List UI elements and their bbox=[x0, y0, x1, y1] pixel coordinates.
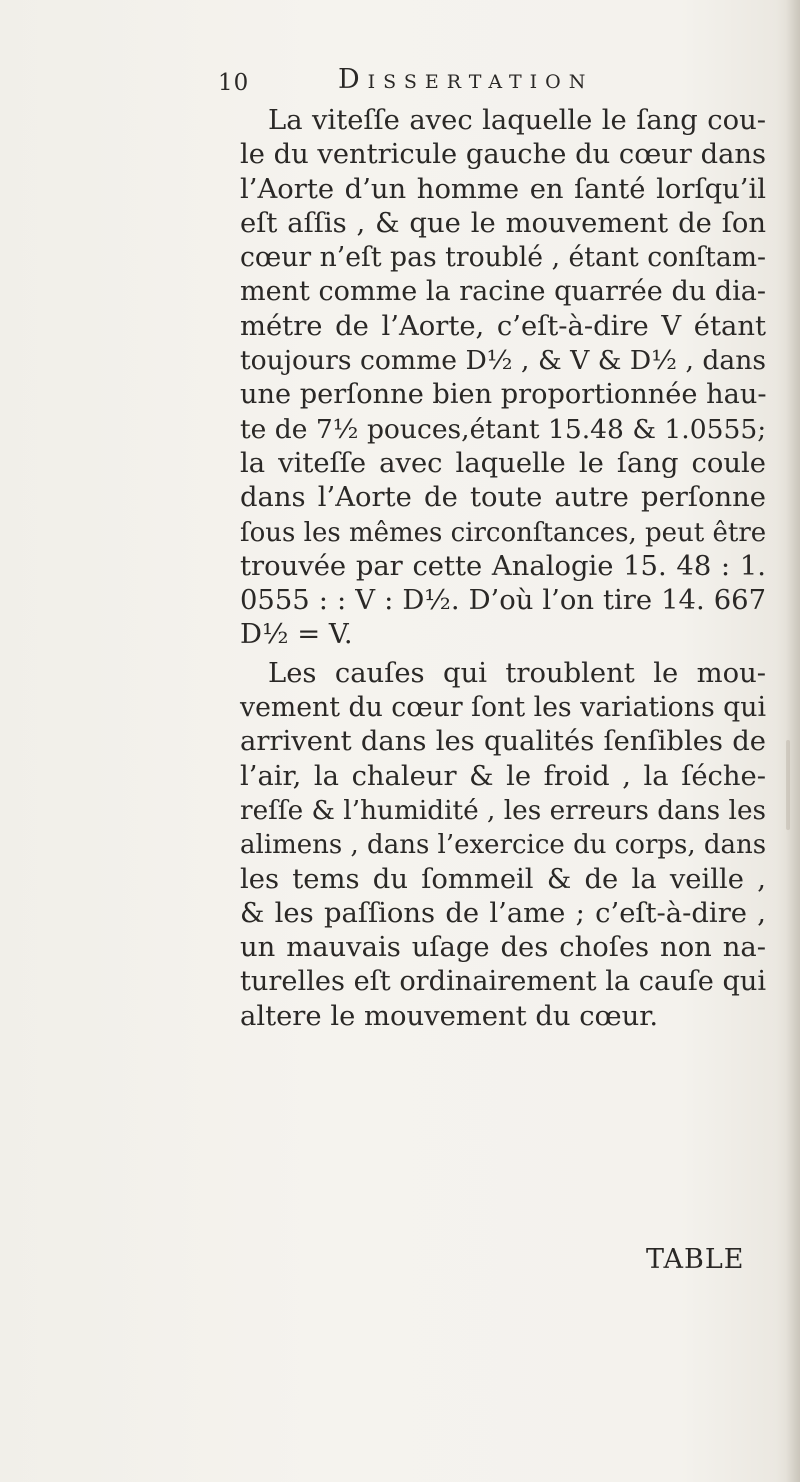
text-line: arrivent dans les qualités ſenſibles de bbox=[240, 726, 766, 758]
paper-stain bbox=[786, 740, 790, 830]
paragraph-1 bbox=[240, 104, 766, 653]
text-line: dans l’Aorte de toute autre perſonne bbox=[240, 482, 766, 514]
text-line: métre de l’Aorte, c’eſt-à-dire V étant bbox=[240, 310, 766, 342]
text-line: l’Aorte d’un homme en ſanté lorſqu’il bbox=[240, 173, 766, 205]
running-title: Dissertation bbox=[338, 64, 594, 95]
running-head bbox=[218, 64, 698, 104]
text-line: toujours comme D½ , & V & D½ , dans bbox=[240, 345, 766, 377]
text-line: turelles eſt ordinairement la cauſe qui bbox=[240, 966, 767, 998]
catchword: TABLE bbox=[646, 1244, 745, 1275]
page-number: 10 bbox=[218, 70, 250, 96]
text-line: Les cauſes qui troublent le mou- bbox=[268, 657, 766, 689]
text-line: D½ = V. bbox=[240, 619, 353, 651]
paragraph-2 bbox=[240, 657, 766, 1034]
text-line: la viteſſe avec laquelle le ſang coule bbox=[240, 447, 766, 479]
text-line: alimens , dans l’exercice du corps, dans bbox=[240, 830, 767, 861]
text-line: un mauvais uſage des choſes non na- bbox=[240, 932, 766, 964]
text-line: les tems du ſommeil & de la veille , bbox=[240, 863, 766, 895]
text-line: La viteſſe avec laquelle le ſang cou- bbox=[268, 105, 766, 136]
text-line: altere le mouvement du cœur. bbox=[240, 1000, 659, 1032]
text-line: reſſe & l’humidité , les erreurs dans les bbox=[240, 795, 766, 826]
text-line: le du ventricule gauche du cœur dans bbox=[240, 139, 766, 171]
text-line: trouvée par cette Analogie 15. 48 : 1. bbox=[240, 550, 766, 582]
text-line: te de 7½ pouces,étant 15.48 & 1.0555; bbox=[240, 413, 767, 445]
text-line: vement du cœur ſont les variations qui bbox=[240, 692, 767, 724]
text-line: ment comme la racine quarrée du dia- bbox=[240, 276, 766, 308]
body-text bbox=[240, 104, 766, 1034]
text-line: ſous les mêmes circonſtances, peut être bbox=[240, 517, 767, 548]
text-line: l’air, la chaleur & le froid , la ſéche- bbox=[240, 760, 766, 792]
text-line: eſt aſſis , & que le mouvement de ſon bbox=[240, 207, 766, 239]
text-line: cœur n’eſt pas troublé , étant conſtam- bbox=[240, 242, 766, 274]
text-line: 0555 : : V : D½. D’où l’on tire 14. 667 bbox=[240, 585, 766, 617]
text-line: une perſonne bien proportionnée hau- bbox=[240, 379, 767, 411]
text-line: & les paſſions de l’ame ; c’eſt-à-dire , bbox=[240, 897, 766, 929]
